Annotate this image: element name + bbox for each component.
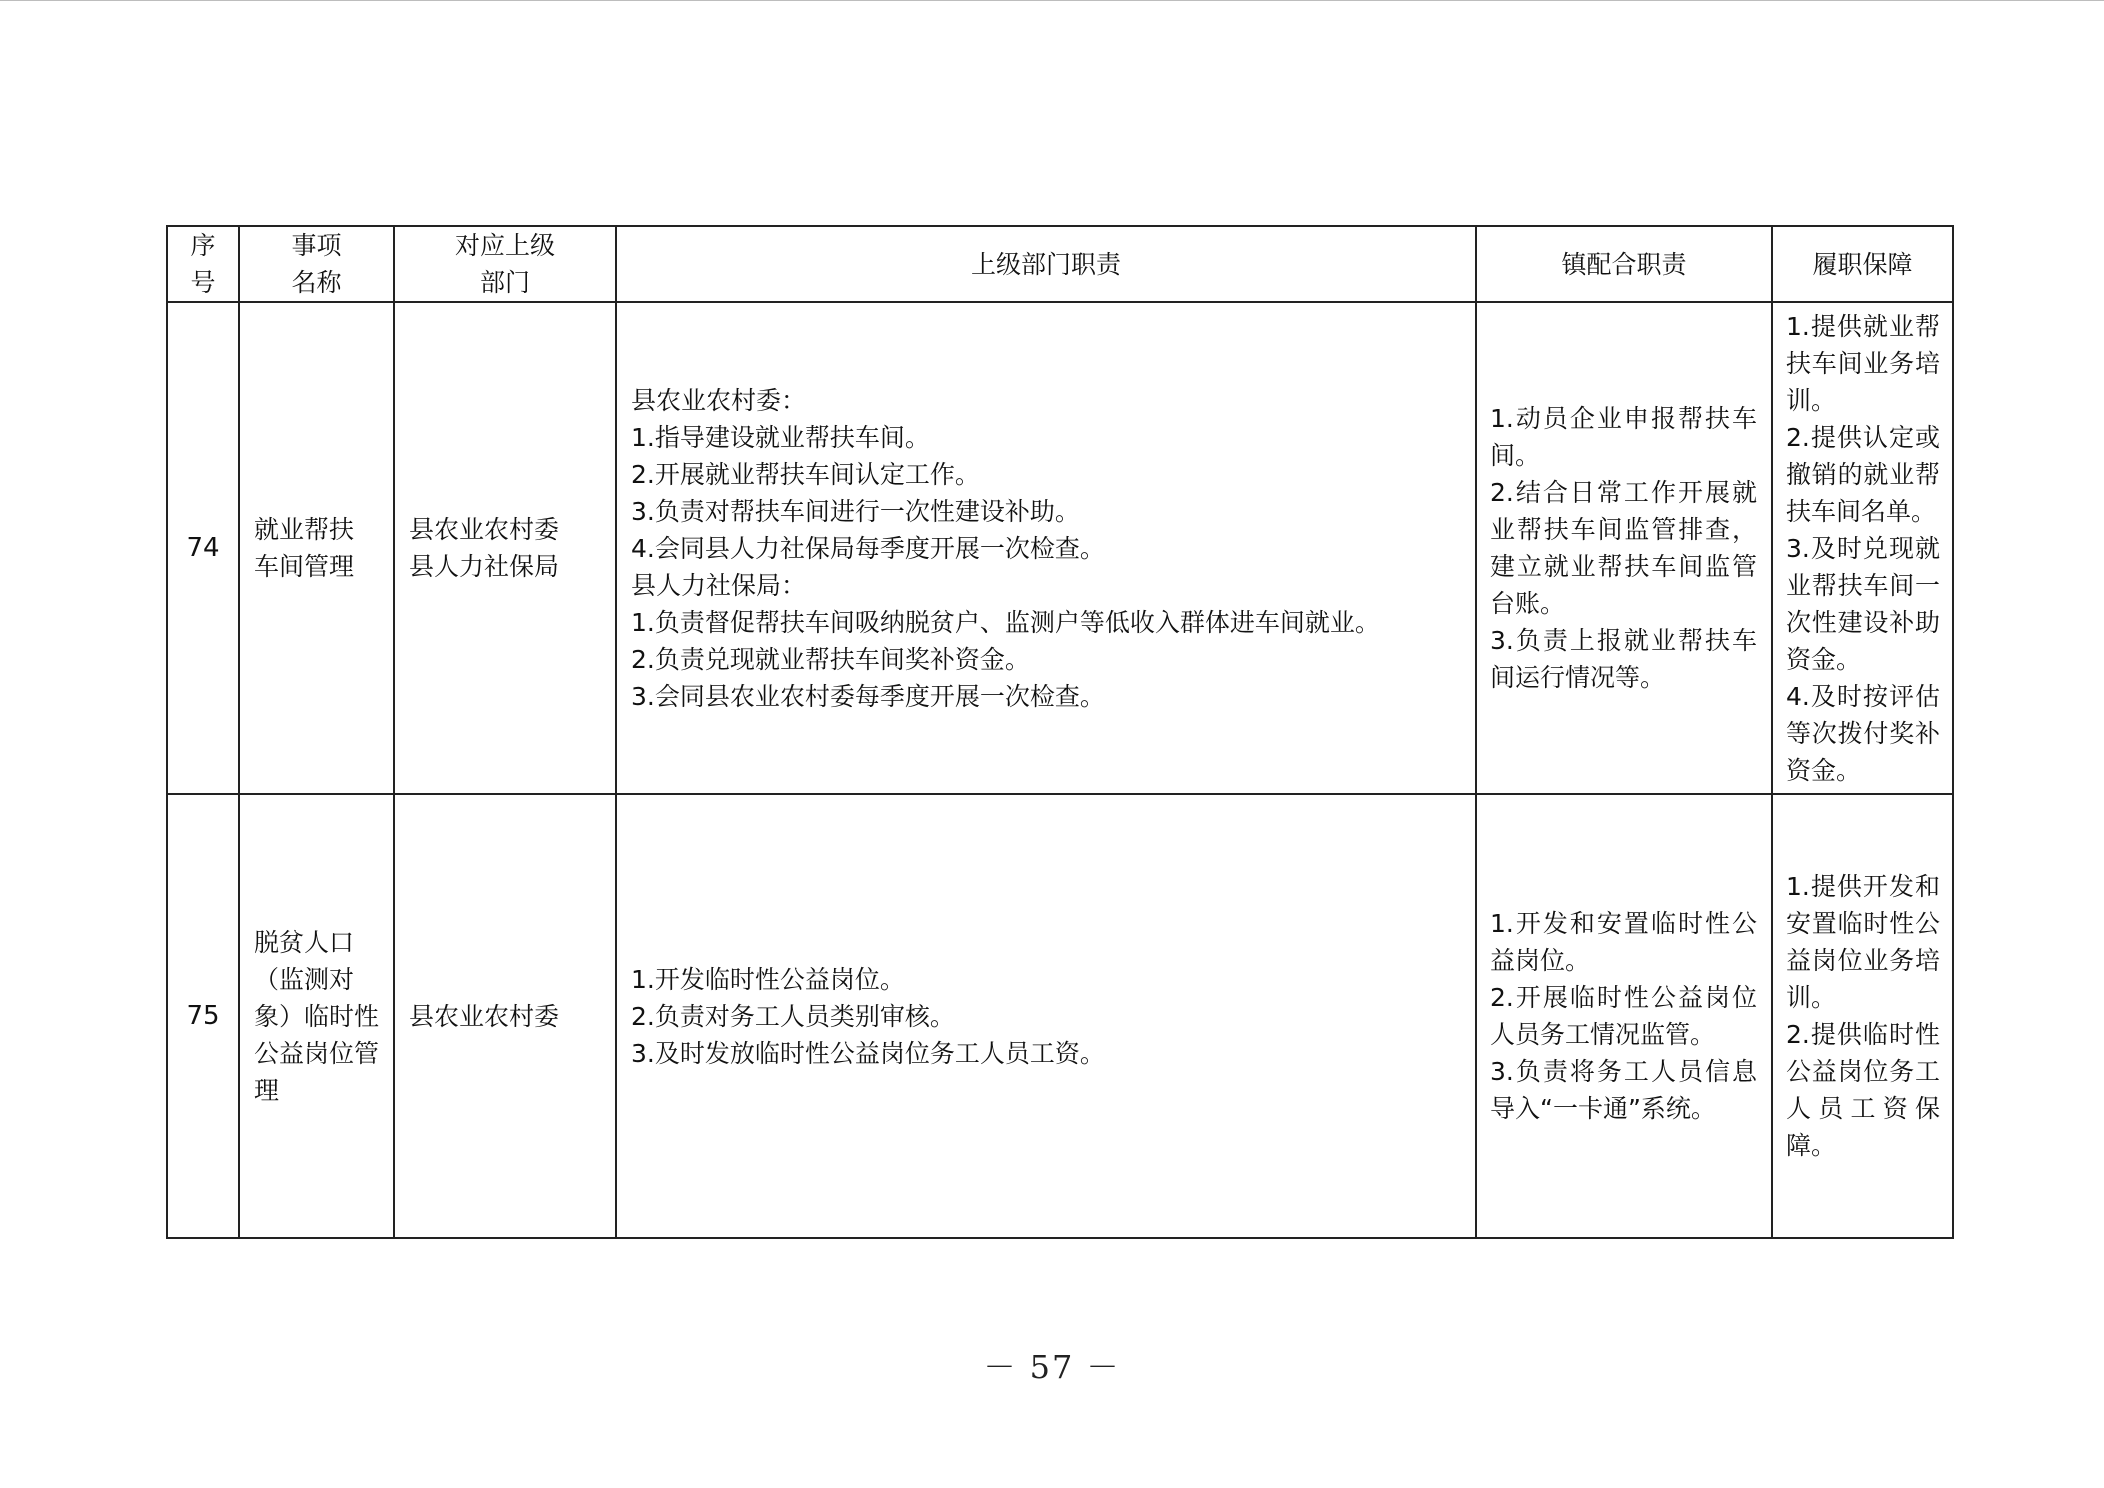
header-superior-duty: 上级部门职责 — [616, 226, 1476, 302]
superior-dept-cell: 县农业农村委 县人力社保局 — [394, 302, 616, 794]
header-no: 序 号 — [167, 226, 239, 302]
header-guarantee: 履职保障 — [1772, 226, 1953, 302]
superior-duty-cell: 县农业农村委： 1.指导建设就业帮扶车间。 2.开展就业帮扶车间认定工作。 3.负责对帮扶车间进行一次性建设补助。 4.会同县人力社保局每季度开展一次检查。 县人力社保局： 1.负责督促帮扶车间吸纳脱贫户、监测户等低收入群体进车间就业。 2.负责兑现就业帮扶车间奖补资金。 3.会同县农业农村委每季度开展一次检查。 — [616, 302, 1476, 794]
header-superior-dept: 对应上级 部门 — [394, 226, 616, 302]
header-town-duty: 镇配合职责 — [1476, 226, 1772, 302]
guarantee-cell: 1.提供开发和安置临时性公益岗位业务培训。 2.提供临时性公益岗位务工人员工资保障。 — [1772, 794, 1953, 1238]
item-name-cell: 就业帮扶 车间管理 — [239, 302, 394, 794]
superior-duty-cell: 1.开发临时性公益岗位。 2.负责对务工人员类别审核。 3.及时发放临时性公益岗位务工人员工资。 — [616, 794, 1476, 1238]
town-duty-cell: 1.开发和安置临时性公益岗位。 2.开展临时性公益岗位人员务工情况监管。 3.负责将务工人员信息导入“一卡通”系统。 — [1476, 794, 1772, 1238]
duty-table — [166, 225, 1954, 1239]
table-row — [167, 302, 1953, 794]
page-number: － 57 － — [983, 1348, 1121, 1386]
guarantee-cell: 1.提供就业帮扶车间业务培训。 2.提供认定或撤销的就业帮扶车间名单。 3.及时兑现就业帮扶车间一次性建设补助资金。 4.及时按评估等次拨付奖补资金。 — [1772, 302, 1953, 794]
item-name-cell: 脱贫人口（监测对象）临时性公益岗位管理 — [239, 794, 394, 1238]
table-header-row — [167, 226, 1953, 302]
town-duty-cell: 1.动员企业申报帮扶车间。 2.结合日常工作开展就业帮扶车间监管排查，建立就业帮扶车间监管台账。 3.负责上报就业帮扶车间运行情况等。 — [1476, 302, 1772, 794]
row-number: 74 — [167, 302, 239, 794]
header-item-name: 事项 名称 — [239, 226, 394, 302]
superior-dept-cell: 县农业农村委 — [394, 794, 616, 1238]
row-number: 75 — [167, 794, 239, 1238]
top-border-line — [0, 0, 2104, 1]
table-row — [167, 794, 1953, 1238]
